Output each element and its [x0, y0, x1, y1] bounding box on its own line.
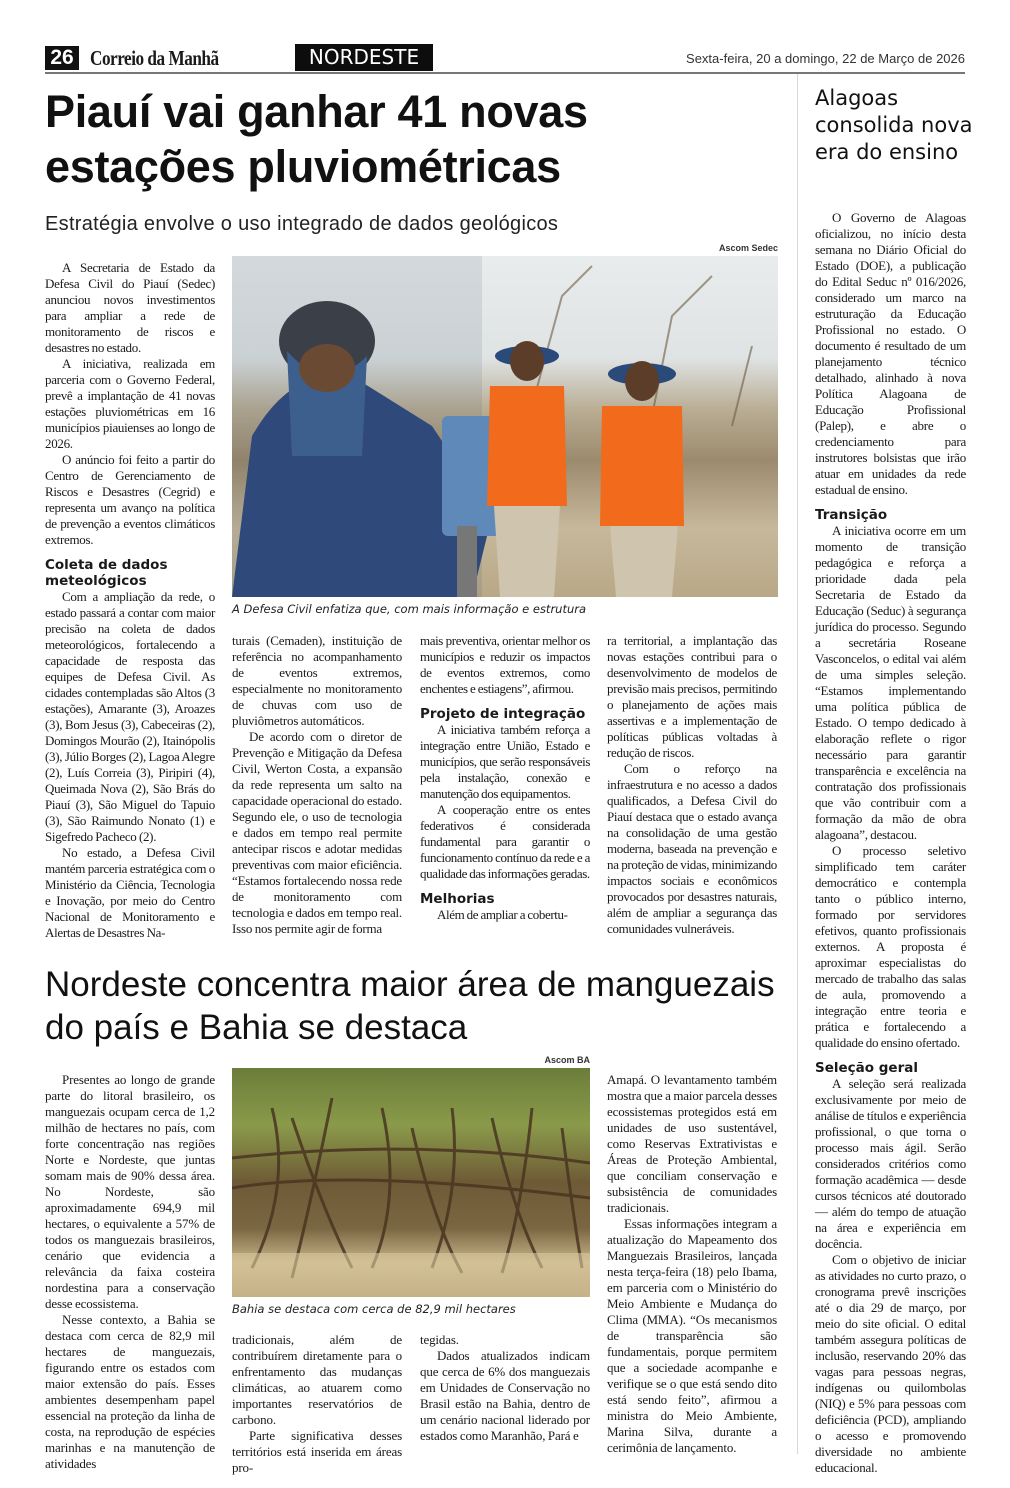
subheading: Coleta de dados meteológicos — [45, 557, 168, 589]
page-number: 26 — [45, 46, 79, 70]
header-rule — [45, 72, 965, 74]
article1-subheadline: Estratégia envolve o uso integrado de dados geológicos — [45, 213, 559, 235]
article1-column-4 — [607, 633, 777, 937]
subheading: Projeto de integração — [420, 706, 586, 722]
paragraph: Com a ampliação da rede, o estado passará a contar com maior precisão na coleta de dados meteorológicos, fortalecendo a capacidade de resposta das equipes de Defesa Civil. As cidades contempladas são Altos (3 estações), Amarante (3), Aroazes (3), Bom Jesus (3), Cabeceiras (2), Domingos Mourão (2), Itainópolis (3), Júlio Borges (2), Lagoa Alegre (2), Luís Correia (3), Piripiri (4), Queimada Nova (2), São Brás do Piauí (3), São Miguel do Tapuio (3), São Raimundo Nonato (1) e Sigefredo Pacheco (2). — [45, 589, 215, 844]
paragraph: O anúncio foi feito a partir do Centro de Gerenciamento de Riscos e Desastres (Cegrid) e representa um avanço na política de prevenção a eventos climáticos extremos. — [45, 452, 215, 547]
article2-photo-credit: Ascom BA — [544, 1055, 590, 1065]
article2-column-1 — [45, 1072, 215, 1472]
mangrove-roots-illustration — [232, 1068, 590, 1297]
article2-column-4 — [607, 1072, 777, 1456]
article2-column-2 — [232, 1332, 402, 1476]
paragraph: Essas informações integram a atualização do Mapeamento dos Manguezais Brasileiros, lançada nesta terça-feira (18) pelo Ibama, em parceria com o Ministério do Meio Ambiente e Mudança do Clima (MMA). “Os mecanismos de transparência são fundamentais, porque permitem que a sociedade acompanhe e verifique se o que está sendo dito está sendo feito”, afirmou a ministra do Meio Ambiente, Marina Silva, durante a cerimônia de lançamento. — [607, 1216, 777, 1455]
subheading: Melhorias — [420, 891, 495, 907]
paragraph: Parte significativa desses territórios está inserida em áreas pro- — [232, 1428, 402, 1475]
civil-defense-team-illustration — [232, 256, 778, 597]
article2-headline: Nordeste concentra maior área de manguezais do país e Bahia se destaca — [45, 965, 775, 1047]
sidebar-column — [815, 210, 966, 1476]
sidebar-headline: Alagoas consolida nova era do ensino — [815, 86, 973, 164]
article1-photo-caption: A Defesa Civil enfatiza que, com mais informação e estrutura — [232, 602, 587, 616]
paragraph: Com o reforço na infraestrutura e no acesso a dados qualificados, a Defesa Civil do Piauí destaca que o estado avança na consolidação de uma gestão moderna, baseada na prevenção e na proteção de vidas, minimizando impactos sociais e econômicos provocados por desastres naturais, além de ampliar a segurança das comunidades vulneráveis. — [607, 761, 777, 936]
section-label: NORDESTE — [295, 44, 433, 71]
paragraph: tegidas. — [420, 1332, 459, 1347]
paragraph: Dados atualizados indicam que cerca de 6% dos manguezais em Unidades de Conservação no Brasil estão na Bahia, dentro de um cenário nacional liderado por estados como Maranhão, Pará e — [420, 1348, 590, 1443]
paragraph: A iniciativa, realizada em parceria com o Governo Federal, prevê a implantação de 41 novas estações pluviométricas em 16 municípios piauienses ao longo de 2026. — [45, 356, 215, 451]
subheading: Transição — [815, 507, 888, 523]
article1-column-2 — [232, 633, 402, 937]
paragraph: turais (Cemaden), instituição de referência no acompanhamento de eventos extremos, especialmente no monitoramento de chuvas com uso de pluviômetros automáticos. — [232, 633, 402, 728]
paragraph: No estado, a Defesa Civil mantém parceria estratégica com o Ministério da Ciência, Tecnologia e Inovação, por meio do Centro Nacional de Monitoramento e Alertas de Desastres Na- — [45, 845, 215, 940]
paragraph: tradicionais, além de contribuírem diretamente para o enfrentamento das mudanças climáticas, ao atuarem como importantes reservatórios de carbono. — [232, 1332, 402, 1427]
article2-photo — [232, 1068, 590, 1297]
paragraph: Presentes ao longo de grande parte do litoral brasileiro, os manguezais ocupam cerca de 1,2 milhão de hectares no país, com forte concentração nas regiões Norte e Nordeste, que juntas somam mais de 90% dessa área. No Nordeste, são aproximadamente 694,9 mil hectares, o equivalente a 57% de todos os manguezais brasileiros, cenário que evidencia a relevância da faixa costeira nordestina para a conservação desse ecossistema. — [45, 1072, 215, 1311]
article1-photo-credit: Ascom Sedec — [718, 243, 778, 253]
paragraph: A Secretaria de Estado da Defesa Civil do Piauí (Sedec) anunciou novos investimentos para ampliar a rede de monitoramento de riscos e desastres no estado. — [45, 260, 215, 355]
paragraph: De acordo com o diretor de Prevenção e Mitigação da Defesa Civil, Werton Costa, a expansão da rede representa um salto na capacidade operacional do estado. Segundo ele, o uso de tecnologia e dados em tempo real permite antecipar riscos e adotar medidas preventivas com maior eficiência. “Estamos fortalecendo nossa rede de monitoramento com tecnologia e dados em tempo real. Isso nos permite agir de forma — [232, 729, 402, 936]
paragraph: A seleção será realizada exclusivamente por meio de análise de títulos e experiência profissional, o que torna o processo mais ágil. Serão considerados critérios como formação acadêmica — desde cursos técnicos até doutorado — além do tempo de atuação na área e experiência em docência. — [815, 1076, 966, 1251]
paragraph: mais preventiva, orientar melhor os municípios e reduzir os impactos de eventos extremos, como enchentes e estiagens”, afirmou. — [420, 633, 590, 696]
paragraph: Além de ampliar a cobertu- — [437, 907, 568, 922]
subheading: Seleção geral — [815, 1060, 918, 1076]
issue-date: Sexta-feira, 20 a domingo, 22 de Março de 2026 — [686, 51, 965, 66]
column-divider — [797, 74, 798, 1454]
article1-headline: Piauí vai ganhar 41 novas estações pluviométricas — [45, 86, 588, 192]
paragraph: A iniciativa também reforça a integração entre União, Estado e municípios, que serão responsáveis pela instalação, conexão e manutenção dos equipamentos. — [420, 722, 590, 801]
article2-photo-caption: Bahia se destaca com cerca de 82,9 mil hectares — [232, 1302, 516, 1316]
paragraph: A iniciativa ocorre em um momento de transição pedagógica e reforça a prioridade dada pela Secretaria de Estado da Educação (Seduc) à segurança jurídica do processo. Segundo a secretária Roseane Vasconcelos, o edital vai além de uma simples seleção. “Estamos implementando uma política pública de Estado. O tempo dedicado à elaboração reflete o rigor necessário para garantir transparência e excelência na contratação dos profissionais que vão contribuir com a formação da mão de obra alagoana”, destacou. — [815, 523, 966, 842]
paragraph: O processo seletivo simplificado tem caráter democrático e contempla tanto o público interno, formado por servidores efetivos, quanto profissionais externos. A proposta é aproximar especialistas do mercado de trabalho das salas de aula, promovendo a integração entre teoria e prática e fortalecendo a qualidade do ensino ofertado. — [815, 843, 966, 1050]
article1-column-1 — [45, 260, 215, 941]
paragraph: Nesse contexto, a Bahia se destaca com cerca de 82,9 mil hectares de manguezais, figurando entre os estados com maior extensão do país. Esses ambientes desempenham papel essencial na proteção da linha de costa, na reprodução de espécies marinhas e na manutenção de atividades — [45, 1312, 215, 1471]
article1-column-3 — [420, 633, 590, 923]
paragraph: A cooperação entre os entes federativos é considerada fundamental para garantir o funcionamento contínuo da rede e a qualidade das informações geradas. — [420, 802, 590, 881]
paragraph: ra territorial, a implantação das novas estações contribui para o desenvolvimento de modelos de previsão mais precisos, permitindo o planejamento de ações mais assertivas e a implementação de políticas públicas voltadas à redução de riscos. — [607, 633, 777, 760]
article1-photo — [232, 256, 778, 597]
paragraph: Amapá. O levantamento também mostra que a maior parcela desses ecossistemas protegidos está em unidades de uso sustentável, como Reservas Extrativistas e Áreas de Proteção Ambiental, que conciliam conservação e subsistência de comunidades tradicionais. — [607, 1072, 777, 1215]
newspaper-logo: Correio da Manhã — [90, 46, 219, 70]
paragraph: Com o objetivo de iniciar as atividades no curto prazo, o cronograma prevê inscrições até o dia 29 de março, por meio do site oficial. O edital também assegura políticas de inclusão, reservando 20% das vagas para pessoas negras, indígenas ou quilombolas (NIQ) e 5% para pessoas com deficiência (PCD), ampliando o acesso e promovendo diversidade no ambiente educacional. — [815, 1252, 966, 1475]
paragraph: O Governo de Alagoas oficializou, no início desta semana no Diário Oficial do Estado (DOE), a publicação do Edital Seduc nº 016/2026, considerado um marco na estruturação da Educação Profissional no estado. O documento é resultado de um planejamento técnico detalhado, alinhado à nova Política Alagoana de Educação Profissional (Palep), e abre o credenciamento para instrutores bolsistas que irão atuar em unidades da rede estadual de ensino. — [815, 210, 966, 497]
article2-column-3 — [420, 1332, 590, 1444]
